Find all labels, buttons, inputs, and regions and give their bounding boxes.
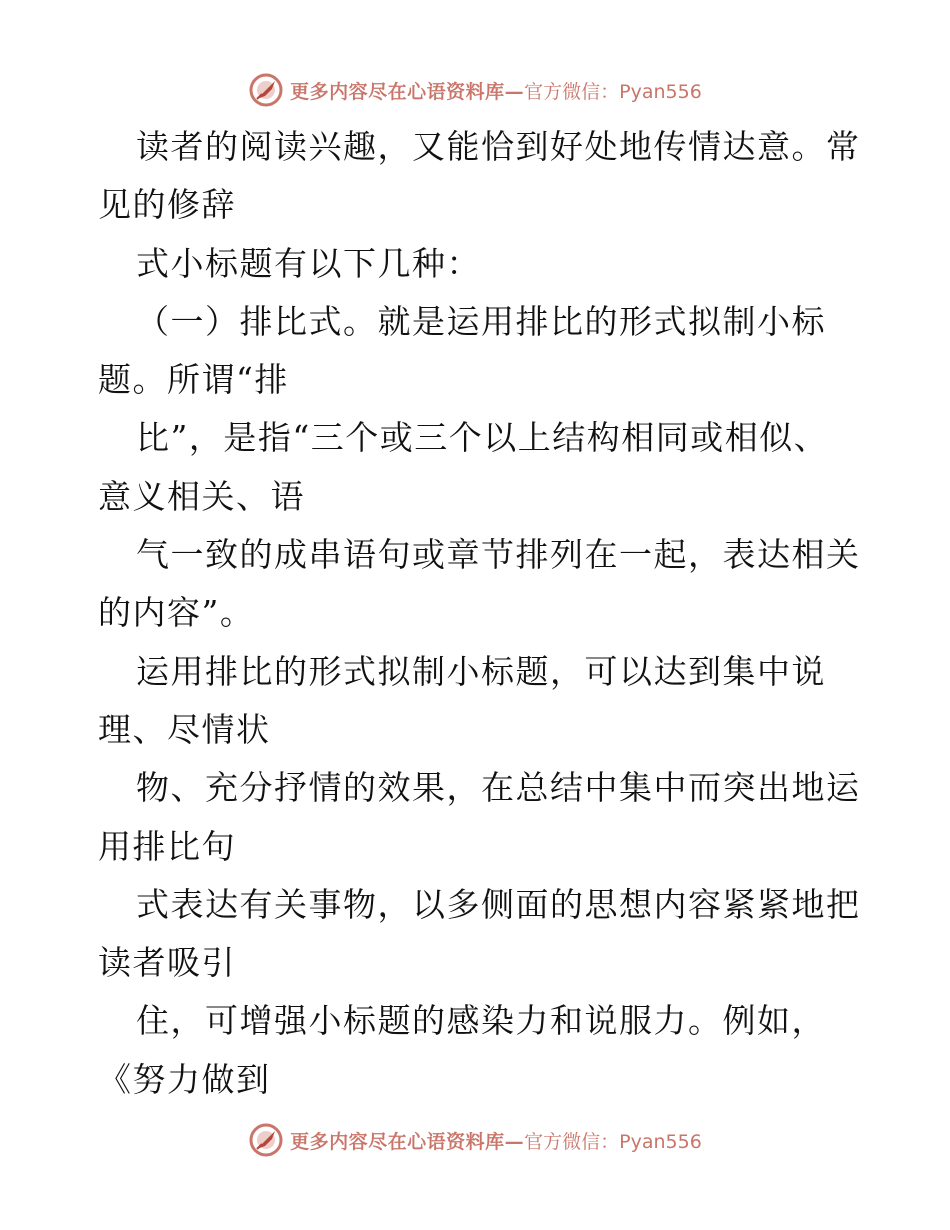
body-line: 运用排比的形式拟制小标题，可以达到集中说 <box>136 651 826 691</box>
watermark-suffix-text: 官方微信：Pyan556 <box>524 1130 702 1153</box>
body-line: （一）排比式。就是运用排比的形式拟制小标 <box>136 301 826 341</box>
body-line: 比”，是指“三个或三个以上结构相同或相似、 <box>136 418 829 458</box>
body-line: 式小标题有以下几种： <box>136 243 481 283</box>
watermark-suffix-text: 官方微信：Pyan556 <box>524 80 702 103</box>
body-line: 读者的阅读兴趣，又能恰到好处地传情达意。常 <box>136 127 861 166</box>
body-line: 物、充分抒情的效果，在总结中集中而突出地运 <box>136 768 861 808</box>
body-line: 见的修辞 <box>98 185 236 225</box>
body-line: 用排比句 <box>98 826 236 866</box>
watermark-main-text: 更多内容尽在心语资料库— <box>290 1130 525 1153</box>
quill-logo-icon <box>248 1122 284 1158</box>
document-body <box>98 118 861 1109</box>
header-watermark <box>0 70 950 110</box>
body-line: 气一致的成串语句或章节排列在一起，表达相关 <box>136 535 861 575</box>
body-line: 意义相关、语 <box>98 476 305 516</box>
watermark-main-text: 更多内容尽在心语资料库— <box>290 80 525 103</box>
body-line: 理、尽情状 <box>98 709 271 749</box>
body-line: 住，可增强小标题的感染力和说服力。例如， <box>136 1001 826 1041</box>
body-line: 式表达有关事物，以多侧面的思想内容紧紧地把 <box>136 884 861 924</box>
quill-logo-icon <box>248 72 284 108</box>
body-line: 读者吸引 <box>98 943 236 983</box>
body-line: 《努力做到 <box>98 1059 271 1099</box>
body-line: 题。所谓“排 <box>98 360 289 400</box>
footer-watermark <box>0 1120 950 1160</box>
body-line: 的内容”。 <box>98 593 255 633</box>
